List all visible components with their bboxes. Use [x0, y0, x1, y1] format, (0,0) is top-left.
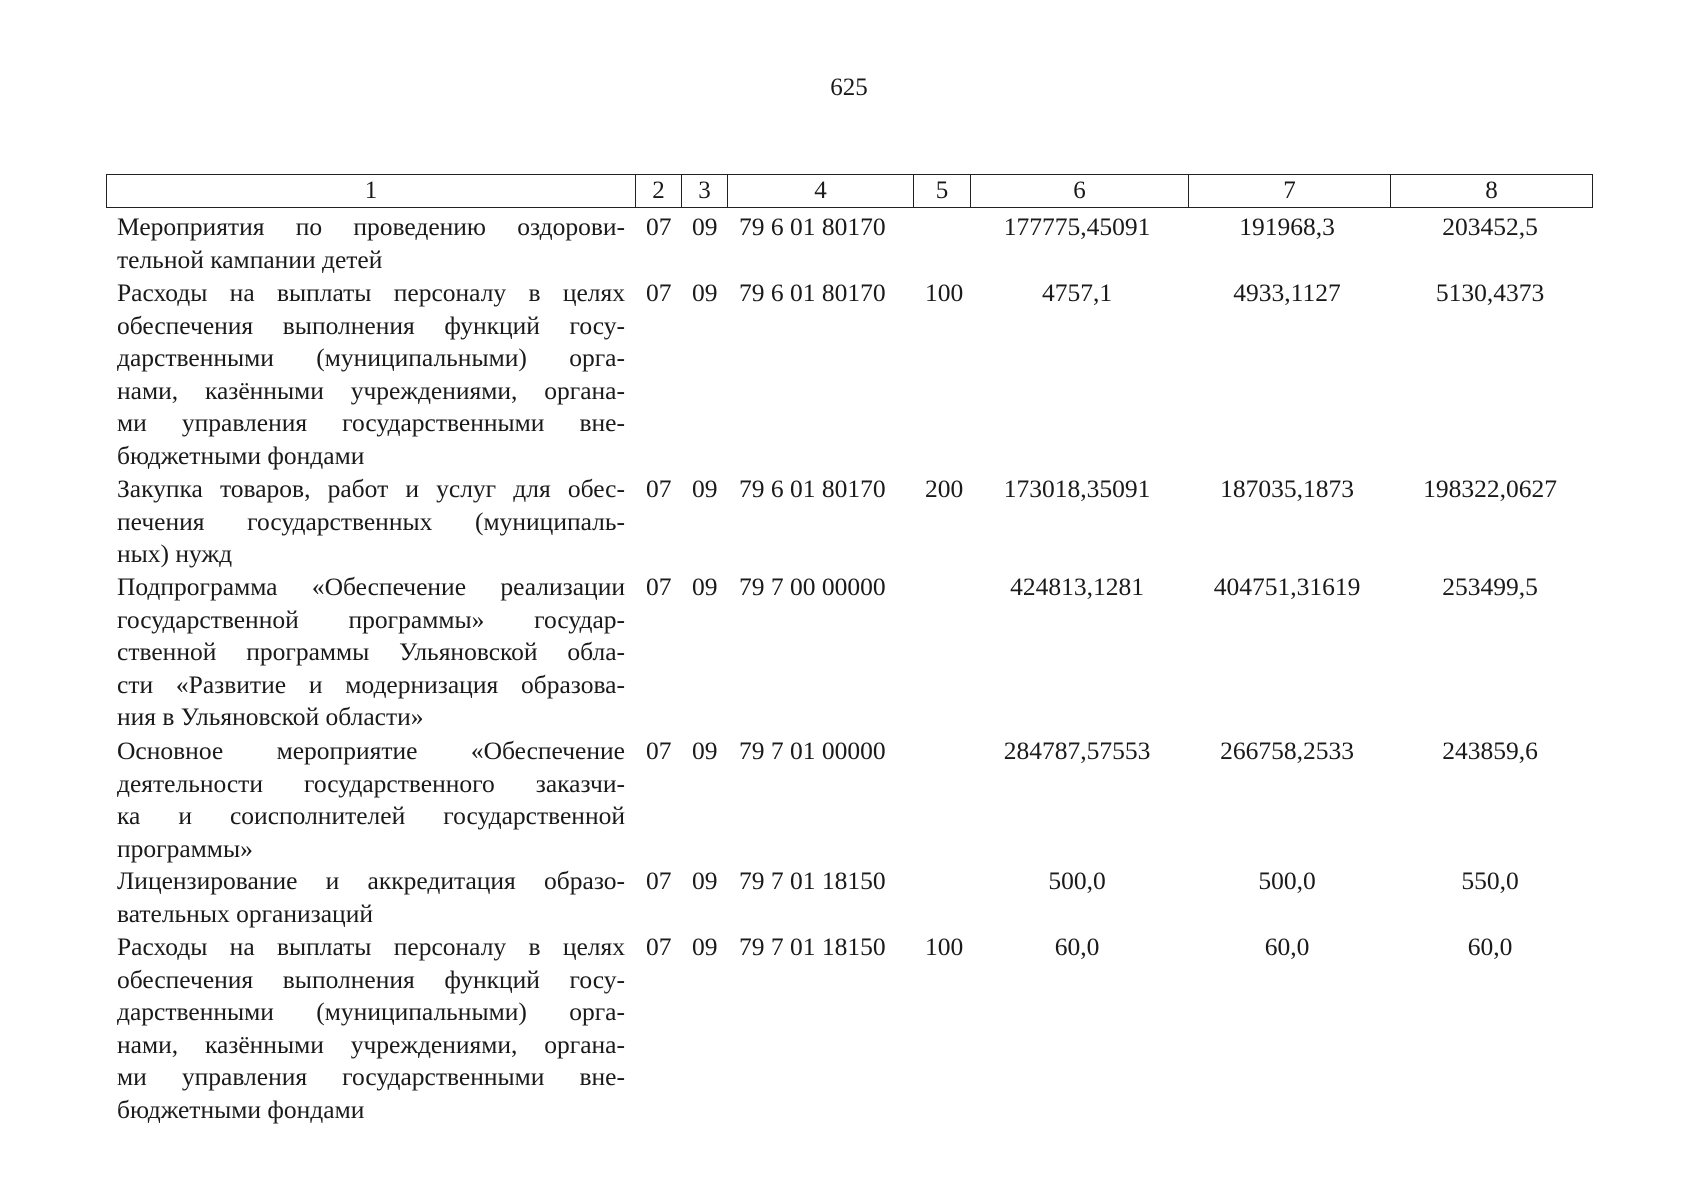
description-line: программы»: [117, 833, 253, 863]
target-article-code: 79 7 01 18150: [739, 932, 886, 961]
subsection-code: 09: [692, 572, 718, 601]
description-line: обеспечения выполнения функций госу-: [117, 310, 625, 340]
page-number: 625: [830, 74, 868, 101]
amount-col-8: 253499,5: [1442, 572, 1538, 601]
row-description: [117, 865, 625, 930]
subsection-code: 09: [692, 932, 718, 961]
expense-type-code: 100: [925, 932, 964, 961]
row-description: [117, 473, 625, 571]
section-code: 07: [646, 278, 672, 307]
header-col-1: 1: [107, 175, 636, 208]
amount-col-7: 266758,2533: [1220, 736, 1354, 765]
amount-col-7: 4933,1127: [1233, 278, 1341, 307]
header-col-6: 6: [971, 175, 1189, 208]
description-line: ми управления государственными вне-: [117, 1062, 625, 1092]
subsection-code: 09: [692, 736, 718, 765]
subsection-code: 09: [692, 278, 718, 307]
target-article-code: 79 6 01 80170: [739, 474, 886, 503]
section-code: 07: [646, 866, 672, 895]
description-line: обеспечения выполнения функций госу-: [117, 964, 625, 994]
header-col-5: 5: [914, 175, 971, 208]
amount-col-7: 60,0: [1264, 932, 1310, 961]
subsection-code: 09: [692, 212, 718, 241]
target-article-code: 79 6 01 80170: [739, 278, 886, 307]
row-description: [117, 931, 625, 1127]
header-row: [107, 175, 1593, 208]
header-col-2: 2: [636, 175, 682, 208]
amount-col-7: 404751,31619: [1213, 572, 1361, 601]
expense-type-code: 200: [925, 474, 964, 503]
description-line: Мероприятия по проведению оздорови-: [117, 212, 625, 241]
description-line: ми управления государственными вне-: [117, 408, 625, 438]
target-article-code: 79 7 00 00000: [739, 572, 886, 601]
description-line: нами, казёнными учреждениями, органа-: [117, 1029, 625, 1059]
description-line: ственной программы Ульяновской обла-: [117, 637, 625, 667]
amount-col-8: 203452,5: [1442, 212, 1538, 241]
section-code: 07: [646, 736, 672, 765]
description-line: Лицензирование и аккредитация образо-: [117, 866, 625, 895]
description-line: Расходы на выплаты персоналу в целях: [117, 932, 625, 961]
amount-col-6: 424813,1281: [1010, 572, 1144, 601]
amount-col-7: 191968,3: [1239, 212, 1335, 241]
description-line: государственной программы» государ-: [117, 604, 625, 634]
amount-col-7: 500,0: [1258, 866, 1316, 895]
amount-col-7: 187035,1873: [1220, 474, 1354, 503]
description-line: Подпрограмма «Обеспечение реализации: [117, 572, 625, 601]
target-article-code: 79 7 01 18150: [739, 866, 886, 895]
header-col-4: 4: [728, 175, 914, 208]
header-col-8: 8: [1391, 175, 1593, 208]
amount-col-8: 60,0: [1467, 932, 1513, 961]
description-line: тельной кампании детей: [117, 244, 383, 274]
row-description: [117, 211, 625, 276]
header-col-3: 3: [682, 175, 728, 208]
description-line: дарственными (муниципальными) орга-: [117, 997, 625, 1027]
header-col-7: 7: [1189, 175, 1391, 208]
amount-col-8: 5130,4373: [1435, 278, 1545, 307]
description-line: нами, казёнными учреждениями, органа-: [117, 375, 625, 405]
description-line: бюджетными фондами: [117, 1094, 365, 1124]
description-line: ния в Ульяновской области»: [117, 702, 424, 732]
amount-col-6: 500,0: [1048, 866, 1106, 895]
subsection-code: 09: [692, 474, 718, 503]
amount-col-6: 284787,57553: [1003, 736, 1151, 765]
row-description: [117, 277, 625, 473]
row-description: [117, 735, 625, 865]
row-description: [117, 571, 625, 734]
target-article-code: 79 6 01 80170: [739, 212, 886, 241]
description-line: Расходы на выплаты персоналу в целях: [117, 278, 625, 307]
description-line: вательных организаций: [117, 898, 373, 928]
amount-col-6: 177775,45091: [1003, 212, 1151, 241]
expense-type-code: 100: [925, 278, 964, 307]
amount-col-8: 550,0: [1461, 866, 1519, 895]
amount-col-6: 4757,1: [1041, 278, 1113, 307]
section-code: 07: [646, 474, 672, 503]
description-line: ка и соисполнителей государственной: [117, 801, 625, 831]
subsection-code: 09: [692, 866, 718, 895]
section-code: 07: [646, 572, 672, 601]
description-line: дарственными (муниципальными) орга-: [117, 343, 625, 373]
section-code: 07: [646, 932, 672, 961]
description-line: печения государственных (муниципаль-: [117, 506, 625, 536]
amount-col-6: 60,0: [1054, 932, 1100, 961]
column-header-table: [106, 174, 1593, 208]
target-article-code: 79 7 01 00000: [739, 736, 886, 765]
description-line: ных) нужд: [117, 539, 233, 569]
description-line: деятельности государственного заказчи-: [117, 768, 625, 798]
amount-col-8: 243859,6: [1442, 736, 1538, 765]
description-line: сти «Развитие и модернизация образова-: [117, 669, 625, 699]
section-code: 07: [646, 212, 672, 241]
amount-col-6: 173018,35091: [1003, 474, 1151, 503]
description-line: Основное мероприятие «Обеспечение: [117, 736, 625, 765]
description-line: Закупка товаров, работ и услуг для обес-: [117, 474, 625, 503]
description-line: бюджетными фондами: [117, 440, 365, 470]
amount-col-8: 198322,0627: [1423, 474, 1557, 503]
